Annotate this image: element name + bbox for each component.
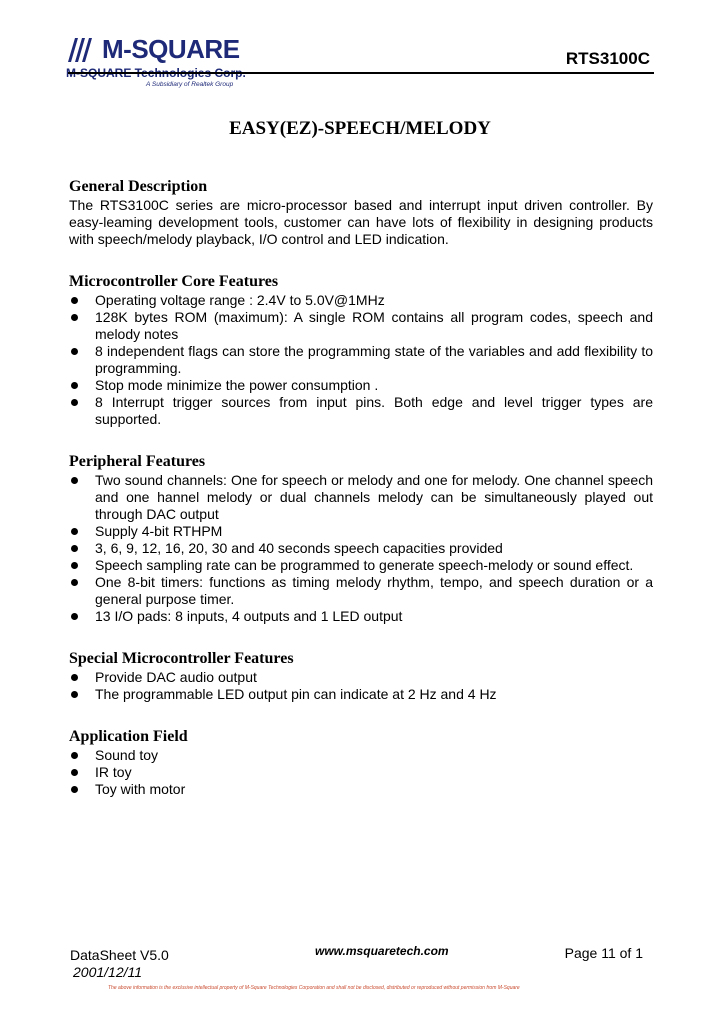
bullet-list — [69, 669, 653, 703]
list-item-text: The programmable LED output pin can indicate at 2 Hz and 4 Hz — [95, 686, 497, 702]
list-item — [69, 394, 653, 428]
list-item — [69, 523, 653, 540]
list-item-text: 8 Interrupt trigger sources from input pins. Both edge and level trigger types are supported. — [95, 394, 653, 427]
subsidiary-note: A Subsidiary of Realtek Group — [146, 81, 234, 88]
list-item — [69, 686, 653, 703]
bullet-icon — [71, 562, 78, 569]
bullet-icon — [71, 297, 78, 304]
bullet-icon — [71, 314, 78, 321]
list-item-text: 128K bytes ROM (maximum): A single ROM contains all program codes, speech and melody notes — [95, 309, 653, 342]
header-divider — [68, 72, 654, 74]
bullet-icon — [71, 399, 78, 406]
footer-version-block — [70, 947, 169, 981]
list-item — [69, 309, 653, 343]
list-item — [69, 669, 653, 686]
brand-name: M-SQUARE — [102, 34, 240, 64]
section-core-features — [69, 272, 653, 428]
list-item — [69, 781, 653, 798]
section-peripheral-features — [69, 452, 653, 625]
list-item — [69, 472, 653, 523]
bullet-icon — [71, 348, 78, 355]
list-item — [69, 343, 653, 377]
part-number: RTS3100C — [565, 49, 650, 68]
bullet-icon — [71, 545, 78, 552]
company-name: M-SQUARE Technologies Corp. — [66, 66, 246, 80]
section-general-description — [69, 177, 653, 248]
list-item-text: Supply 4-bit RTHPM — [95, 523, 223, 539]
list-item — [69, 574, 653, 608]
bullet-list — [69, 472, 653, 625]
list-item-text: One 8-bit timers: functions as timing melody rhythm, tempo, and speech duration or a general purpose timer. — [95, 574, 653, 607]
bullet-list — [69, 292, 653, 428]
list-item-text: 13 I/O pads: 8 inputs, 4 outputs and 1 LED output — [95, 608, 403, 624]
list-item — [69, 540, 653, 557]
section-paragraph: The RTS3100C series are micro-processor based and interrupt input driven controller. By easy-leaming development tools, customer can have lots of flexibility in designing products with speech/melody playback, I/O control and LED indication. — [69, 197, 653, 247]
bullet-icon — [71, 579, 78, 586]
footer-fine-print: The above information is the exclusive intellectual property of M-Square Technologies Corporation and shall not be disclosed, distributed or reproduced without permission from M-Square — [108, 985, 520, 991]
bullet-icon — [71, 691, 78, 698]
section-heading: Peripheral Features — [69, 453, 206, 470]
bullet-icon — [71, 674, 78, 681]
datasheet-date: 2001/12/11 — [73, 964, 143, 980]
datasheet-version: DataSheet V5.0 — [70, 947, 169, 963]
page-number: Page 11 of 1 — [564, 945, 643, 961]
bullet-list — [69, 747, 653, 798]
document-body — [69, 177, 653, 822]
list-item-text: Provide DAC audio output — [95, 669, 257, 685]
website-link[interactable]: www.msquaretech.com — [315, 944, 449, 958]
bullet-icon — [71, 382, 78, 389]
section-heading: Application Field — [69, 728, 188, 745]
list-item-text: Two sound channels: One for speech or melody and one for melody. One channel speech and one hannel melody or dual channels melody can be simultaneously played out through DAC output — [95, 472, 653, 522]
list-item-text: 8 independent flags can store the programming state of the variables and add flexibility to programming. — [95, 343, 653, 376]
list-item — [69, 557, 653, 574]
section-heading: Special Microcontroller Features — [69, 650, 294, 667]
section-special-features — [69, 649, 653, 703]
document-title: EASY(EZ)-SPEECH/MELODY — [229, 118, 491, 139]
list-item — [69, 292, 653, 309]
list-item-text: Sound toy — [95, 747, 159, 763]
section-heading: General Description — [69, 178, 208, 195]
list-item-text: Operating voltage range : 2.4V to 5.0V@1MHz — [95, 292, 385, 308]
list-item-text: Toy with motor — [95, 781, 186, 797]
list-item — [69, 377, 653, 394]
bullet-icon — [71, 477, 78, 484]
m-square-logo-icon — [66, 36, 98, 64]
bullet-icon — [71, 613, 78, 620]
list-item-text: Speech sampling rate can be programmed to generate speech-melody or sound effect. — [95, 557, 634, 573]
list-item-text: 3, 6, 9, 12, 16, 20, 30 and 40 seconds speech capacities provided — [95, 540, 503, 556]
bullet-icon — [71, 786, 78, 793]
section-application-field — [69, 727, 653, 798]
list-item-text: Stop mode minimize the power consumption . — [95, 377, 379, 393]
bullet-icon — [71, 769, 78, 776]
list-item — [69, 747, 653, 764]
section-heading: Microcontroller Core Features — [69, 273, 279, 290]
bullet-icon — [71, 752, 78, 759]
bullet-icon — [71, 528, 78, 535]
list-item-text: IR toy — [95, 764, 132, 780]
list-item — [69, 764, 653, 781]
list-item — [69, 608, 653, 625]
